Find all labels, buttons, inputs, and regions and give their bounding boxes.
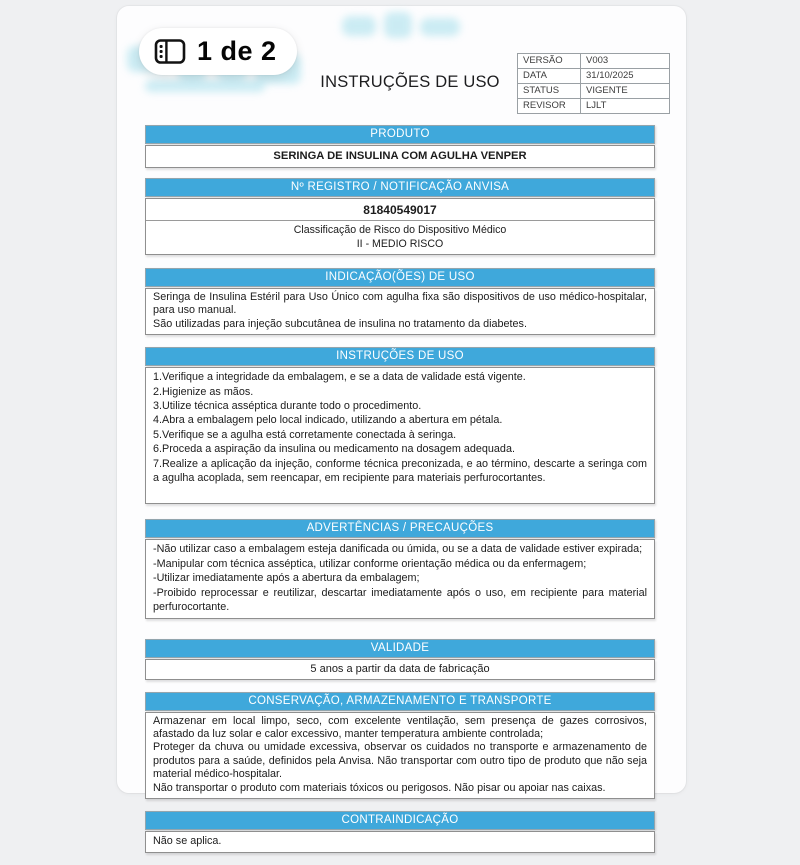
section-line: São utilizadas para injeção subcutânea de insulina no tratamento da diabetes.	[153, 317, 527, 330]
version-table-row	[518, 54, 670, 69]
section-advertencias-precaucoes	[145, 519, 655, 618]
section-produto	[145, 125, 655, 168]
version-table-row	[518, 99, 670, 114]
section-header-advertencias-precaucoes: ADVERTÊNCIAS / PRECAUÇÕES	[145, 519, 655, 538]
section-line: 5 anos a partir da data de fabricação	[310, 662, 490, 675]
list-item: -Utilizar imediatamente após a abertura da embalagem;	[153, 572, 420, 585]
section-line: Seringa de Insulina Estéril para Uso Único com agulha fixa são dispositivos de uso médico-hospitalar, para uso manual.	[153, 291, 647, 317]
version-table-label: STATUS	[518, 84, 581, 99]
list-item: 4.Abra a embalagem pelo local indicado, utilizando a abertura em pétala.	[153, 414, 503, 427]
sections	[145, 125, 655, 865]
list-item: 5.Verifique se a agulha está corretamente conectada à seringa.	[153, 428, 457, 441]
section-indicacao-de-uso	[145, 268, 655, 335]
section-line: Proteger da chuva ou umidade excessiva, observar os cuidados no transporte e armazenamento de produtos para a saúde, definidos pela Anvisa. Não transportar com outro tipo de produto que não seja material médico-hospitalar.	[153, 741, 647, 781]
watermark-logo	[342, 12, 472, 44]
version-table-body	[518, 54, 670, 114]
section-header-instrucoes-de-uso: INSTRUÇÕES DE USO	[145, 347, 655, 366]
section-header-indicacao-de-uso: INDICAÇÃO(ÕES) DE USO	[145, 268, 655, 287]
section-body-produto	[145, 145, 655, 168]
section-line: Armazenar em local limpo, seco, com excelente ventilação, sem presença de gazes corrosivos, afastado da luz solar e calor excessivo, manter temperatura ambiente controlada;	[153, 714, 647, 740]
section-registro-anvisa	[145, 178, 655, 255]
list-item: -Proibido reprocessar e reutilizar, descartar imediatamente após o uso, em recipiente para material perfurocortante.	[153, 586, 647, 614]
section-conservacao-armazenamento-transporte	[145, 692, 655, 799]
registry-number: 81840549017	[146, 201, 654, 221]
pages-icon	[154, 38, 186, 65]
version-table-label: VERSÃO	[518, 54, 581, 69]
page-indicator-badge[interactable]	[139, 28, 297, 75]
section-header-conservacao-armazenamento-transporte: CONSERVAÇÃO, ARMAZENAMENTO E TRANSPORTE	[145, 692, 655, 711]
section-body-instrucoes-de-uso	[145, 367, 655, 504]
section-line: II - MEDIO RISCO	[356, 238, 444, 250]
section-body-contraindicacao	[145, 831, 655, 853]
version-table-value: LJLT	[581, 99, 670, 114]
version-table-row	[518, 69, 670, 84]
version-table-row	[518, 84, 670, 99]
section-body-validade	[145, 659, 655, 680]
list-item: 6.Proceda a aspiração da insulina ou medicamento na dosagem adequada.	[153, 443, 515, 456]
section-validade	[145, 639, 655, 680]
page-title: INSTRUÇÕES DE USO	[320, 73, 500, 91]
section-header-registro-anvisa: Nº REGISTRO / NOTIFICAÇÃO ANVISA	[145, 178, 655, 197]
page-indicator-label: 1 de 2	[197, 36, 277, 66]
section-body-registro-anvisa	[145, 198, 655, 255]
version-table-value: V003	[581, 54, 670, 69]
section-line: Não transportar o produto com materiais tóxicos ou perigosos. Não pisar ou apoiar nas caixas.	[153, 781, 606, 794]
version-table-value: 31/10/2025	[581, 69, 670, 84]
section-line: SERINGA DE INSULINA COM AGULHA VENPER	[273, 150, 527, 162]
section-instrucoes-de-uso	[145, 347, 655, 504]
section-body-indicacao-de-uso	[145, 288, 655, 335]
section-line: Classificação de Risco do Dispositivo Médico	[293, 224, 507, 236]
list-item: -Manipular com técnica asséptica, utilizar conforme orientação médica ou da enfermagem;	[153, 557, 587, 570]
section-header-validade: VALIDADE	[145, 639, 655, 658]
version-table-label: REVISOR	[518, 99, 581, 114]
section-contraindicacao	[145, 811, 655, 853]
list-item: 3.Utilize técnica asséptica durante todo o procedimento.	[153, 400, 422, 413]
version-table	[517, 53, 670, 114]
section-header-contraindicacao: CONTRAINDICAÇÃO	[145, 811, 655, 830]
section-body-advertencias-precaucoes	[145, 539, 655, 618]
list-item: 1.Verifique a integridade da embalagem, e se a data de validade está vigente.	[153, 371, 526, 384]
section-line: Não se aplica.	[153, 834, 222, 847]
list-item: 7.Realize a aplicação da injeção, conforme técnica preconizada, e ao término, descarte a seringa com a agulha acoplada, sem reencapar, em recipiente para materiais perfurocortantes.	[153, 457, 647, 485]
section-header-produto: PRODUTO	[145, 125, 655, 144]
list-item: 2.Higienize as mãos.	[153, 385, 254, 398]
section-body-conservacao-armazenamento-transporte	[145, 712, 655, 799]
version-table-label: DATA	[518, 69, 581, 84]
version-table-value: VIGENTE	[581, 84, 670, 99]
list-item: -Não utilizar caso a embalagem esteja danificada ou úmida, ou se a data de validade estiver expirada;	[153, 543, 643, 556]
